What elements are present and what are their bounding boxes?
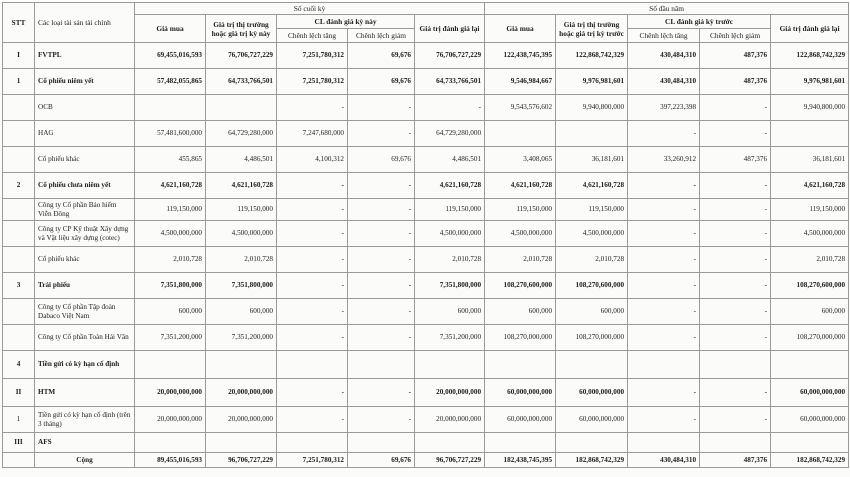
row-value-cell: - <box>277 379 348 407</box>
row-asset-name: Công ty Cổ phần Toàn Hải Vân <box>35 325 135 351</box>
row-value-cell: - <box>700 379 771 407</box>
row-value-cell: - <box>277 273 348 299</box>
row-value-cell <box>771 433 849 453</box>
header-increase-start: Chênh lệch tăng <box>628 29 700 43</box>
row-value-cell: 3,408,065 <box>485 147 556 173</box>
row-value-cell: 4,486,501 <box>415 147 485 173</box>
row-value-cell <box>135 95 206 121</box>
row-value-cell: 4,621,160,728 <box>485 173 556 199</box>
row-value-cell: 60,000,000,000 <box>556 379 628 407</box>
row-value-cell: - <box>700 407 771 433</box>
row-value-cell: 9,940,800,000 <box>771 95 849 121</box>
row-stt <box>3 247 35 273</box>
row-value-cell <box>277 433 348 453</box>
row-value-cell: - <box>348 121 415 147</box>
header-period-start: Số đầu năm <box>485 3 849 15</box>
row-value-cell: - <box>348 325 415 351</box>
row-value-cell: - <box>277 299 348 325</box>
header-category: Các loại tài sản tài chính <box>35 3 135 43</box>
total-label: Cộng <box>35 453 135 468</box>
row-value-cell: 36,181,601 <box>771 147 849 173</box>
header-market-value-start: Giá trị thị trường hoặc giá trị kỳ trước <box>556 15 628 43</box>
row-value-cell: 119,150,000 <box>206 199 277 221</box>
row-value-cell: 60,000,000,000 <box>485 379 556 407</box>
row-value-cell: 119,150,000 <box>771 199 849 221</box>
row-value-cell: - <box>348 379 415 407</box>
row-value-cell: - <box>628 299 700 325</box>
row-asset-name: Cổ phiếu chưa niêm yết <box>35 173 135 199</box>
row-value-cell <box>206 351 277 379</box>
table-row <box>3 299 849 325</box>
row-value-cell: 7,351,800,000 <box>206 273 277 299</box>
row-value-cell: - <box>700 221 771 247</box>
row-value-cell: 487,376 <box>700 43 771 69</box>
row-value-cell <box>348 351 415 379</box>
total-value-cell: 487,376 <box>700 453 771 468</box>
row-value-cell: - <box>700 121 771 147</box>
row-value-cell: 69,676 <box>348 43 415 69</box>
row-value-cell: 7,351,800,000 <box>415 273 485 299</box>
row-value-cell: - <box>628 325 700 351</box>
row-value-cell: 108,270,600,000 <box>771 273 849 299</box>
row-value-cell <box>206 433 277 453</box>
row-stt <box>3 121 35 147</box>
row-value-cell <box>628 351 700 379</box>
row-value-cell: 4,621,160,728 <box>771 173 849 199</box>
row-value-cell: 9,976,981,601 <box>771 69 849 95</box>
row-stt <box>3 199 35 221</box>
row-stt: I <box>3 43 35 69</box>
header-purchase-price-start: Giá mua <box>485 15 556 43</box>
row-value-cell: 4,500,000,000 <box>135 221 206 247</box>
row-value-cell: 600,000 <box>135 299 206 325</box>
row-value-cell: 4,621,160,728 <box>135 173 206 199</box>
row-value-cell: - <box>277 325 348 351</box>
row-stt <box>3 299 35 325</box>
table-row <box>3 247 849 273</box>
row-value-cell: - <box>700 95 771 121</box>
row-value-cell: 33,260,912 <box>628 147 700 173</box>
row-value-cell: 108,270,600,000 <box>485 273 556 299</box>
row-value-cell: - <box>700 325 771 351</box>
table-row <box>3 173 849 199</box>
row-value-cell <box>135 351 206 379</box>
row-value-cell <box>556 121 628 147</box>
row-value-cell: 20,000,000,000 <box>135 379 206 407</box>
row-value-cell <box>700 433 771 453</box>
row-asset-name: Công ty CP Kỹ thuật Xây dựng và Vật liệu xây dựng (cotec) <box>35 221 135 247</box>
row-value-cell <box>628 433 700 453</box>
total-stt <box>3 453 35 468</box>
header-revalued-end: Giá trị đánh giá lại <box>415 15 485 43</box>
row-value-cell <box>556 433 628 453</box>
row-value-cell: - <box>628 221 700 247</box>
row-stt: 4 <box>3 351 35 379</box>
row-value-cell: - <box>700 299 771 325</box>
row-value-cell: 487,376 <box>700 147 771 173</box>
row-value-cell: - <box>348 247 415 273</box>
row-value-cell <box>485 351 556 379</box>
total-value-cell: 96,706,727,229 <box>206 453 277 468</box>
row-value-cell: 76,706,727,229 <box>206 43 277 69</box>
table-row <box>3 325 849 351</box>
row-value-cell: 64,729,280,000 <box>415 121 485 147</box>
table-row <box>3 379 849 407</box>
row-value-cell: - <box>348 95 415 121</box>
row-value-cell: 600,000 <box>771 299 849 325</box>
row-value-cell: 69,676 <box>348 69 415 95</box>
row-value-cell: 7,351,200,000 <box>135 325 206 351</box>
row-value-cell: - <box>415 95 485 121</box>
row-value-cell: 36,181,601 <box>556 147 628 173</box>
row-value-cell: 2,010,728 <box>556 247 628 273</box>
row-value-cell <box>771 121 849 147</box>
table-row <box>3 121 849 147</box>
row-value-cell: - <box>348 173 415 199</box>
total-value-cell: 182,438,745,395 <box>485 453 556 468</box>
row-value-cell: 600,000 <box>556 299 628 325</box>
row-value-cell <box>485 121 556 147</box>
row-value-cell <box>556 351 628 379</box>
row-asset-name: Tiền gửi có kỳ hạn cố định (trên 3 tháng) <box>35 407 135 433</box>
row-value-cell <box>415 433 485 453</box>
total-row <box>3 453 849 468</box>
row-value-cell: 108,270,000,000 <box>771 325 849 351</box>
row-value-cell: - <box>700 173 771 199</box>
row-asset-name: Tiền gửi có kỳ hạn cố định <box>35 351 135 379</box>
row-value-cell: 4,621,160,728 <box>556 173 628 199</box>
row-value-cell: 64,733,766,501 <box>206 69 277 95</box>
row-asset-name: FVTPL <box>35 43 135 69</box>
table-row <box>3 95 849 121</box>
row-asset-name: HTM <box>35 379 135 407</box>
row-value-cell <box>277 351 348 379</box>
total-value-cell: 89,455,016,593 <box>135 453 206 468</box>
table-row <box>3 69 849 95</box>
header-decrease-end: Chênh lệch giảm <box>348 29 415 43</box>
header-stt: STT <box>3 3 35 43</box>
row-value-cell: 4,500,000,000 <box>485 221 556 247</box>
table-row <box>3 147 849 173</box>
row-value-cell <box>206 95 277 121</box>
row-value-cell <box>348 433 415 453</box>
row-value-cell: 108,270,000,000 <box>556 325 628 351</box>
table-row <box>3 351 849 379</box>
row-value-cell: 4,500,000,000 <box>206 221 277 247</box>
row-value-cell: 108,270,000,000 <box>485 325 556 351</box>
row-value-cell: 60,000,000,000 <box>771 407 849 433</box>
row-value-cell: 487,376 <box>700 69 771 95</box>
row-stt: 3 <box>3 273 35 299</box>
row-asset-name: Cổ phiếu khác <box>35 247 135 273</box>
row-value-cell: 122,438,745,395 <box>485 43 556 69</box>
row-stt <box>3 147 35 173</box>
row-value-cell: 20,000,000,000 <box>206 379 277 407</box>
row-value-cell: 64,733,766,501 <box>415 69 485 95</box>
header-market-value-end: Giá trị thị trường hoặc giá trị kỳ này <box>206 15 277 43</box>
row-value-cell: 4,500,000,000 <box>771 221 849 247</box>
row-value-cell: 57,482,055,865 <box>135 69 206 95</box>
row-value-cell: 4,500,000,000 <box>415 221 485 247</box>
row-value-cell: 600,000 <box>485 299 556 325</box>
row-stt <box>3 95 35 121</box>
row-value-cell: 7,351,200,000 <box>415 325 485 351</box>
total-value-cell: 96,706,727,229 <box>415 453 485 468</box>
row-value-cell: 119,150,000 <box>556 199 628 221</box>
total-value-cell: 182,868,742,329 <box>556 453 628 468</box>
row-value-cell: 2,010,728 <box>485 247 556 273</box>
row-asset-name: Cổ phiếu khác <box>35 147 135 173</box>
row-value-cell: 60,000,000,000 <box>771 379 849 407</box>
total-value-cell: 7,251,780,312 <box>277 453 348 468</box>
row-value-cell: - <box>348 221 415 247</box>
row-value-cell: 122,868,742,329 <box>771 43 849 69</box>
row-value-cell: 20,000,000,000 <box>415 407 485 433</box>
financial-assets-sheet <box>0 2 850 477</box>
row-value-cell <box>700 351 771 379</box>
header-diff-this-period: CL đánh giá kỳ này <box>277 15 415 29</box>
row-value-cell: 4,100,312 <box>277 147 348 173</box>
row-value-cell: 600,000 <box>415 299 485 325</box>
row-value-cell: 7,251,780,312 <box>277 43 348 69</box>
row-value-cell: - <box>348 273 415 299</box>
row-value-cell: 76,706,727,229 <box>415 43 485 69</box>
row-value-cell: 108,270,600,000 <box>556 273 628 299</box>
row-value-cell: - <box>700 247 771 273</box>
header-decrease-start: Chênh lệch giảm <box>700 29 771 43</box>
row-asset-name: Cổ phiếu niêm yết <box>35 69 135 95</box>
row-stt: III <box>3 433 35 453</box>
row-stt <box>3 221 35 247</box>
header-diff-prev-period: CL đánh giá kỳ trước <box>628 15 771 29</box>
row-asset-name: Công ty Cổ phần Tập đoàn Dabaco Việt Nam <box>35 299 135 325</box>
header-period-end: Số cuối kỳ <box>135 3 485 15</box>
row-value-cell: 64,729,280,000 <box>206 121 277 147</box>
row-value-cell: 20,000,000,000 <box>135 407 206 433</box>
header-revalued-start: Giá trị đánh giá lại <box>771 15 849 43</box>
row-value-cell: 69,676 <box>348 147 415 173</box>
row-stt: II <box>3 379 35 407</box>
row-value-cell: - <box>628 407 700 433</box>
row-value-cell: 455,865 <box>135 147 206 173</box>
row-value-cell: - <box>628 273 700 299</box>
row-value-cell: 9,546,984,667 <box>485 69 556 95</box>
row-stt: 1 <box>3 69 35 95</box>
financial-assets-table <box>2 2 849 468</box>
row-value-cell: 4,621,160,728 <box>206 173 277 199</box>
total-value-cell: 182,868,742,329 <box>771 453 849 468</box>
row-value-cell: 9,543,576,602 <box>485 95 556 121</box>
row-asset-name: HAG <box>35 121 135 147</box>
row-value-cell: 69,455,016,593 <box>135 43 206 69</box>
row-value-cell: 2,010,728 <box>415 247 485 273</box>
row-value-cell: 430,484,310 <box>628 69 700 95</box>
row-value-cell <box>771 351 849 379</box>
row-value-cell: - <box>628 247 700 273</box>
row-value-cell: 430,484,310 <box>628 43 700 69</box>
row-value-cell: - <box>277 221 348 247</box>
row-value-cell: - <box>628 379 700 407</box>
row-asset-name: OCB <box>35 95 135 121</box>
row-stt <box>3 325 35 351</box>
row-asset-name: Trái phiếu <box>35 273 135 299</box>
row-value-cell: - <box>277 247 348 273</box>
row-value-cell: - <box>700 199 771 221</box>
total-value-cell: 430,484,310 <box>628 453 700 468</box>
row-value-cell: 9,976,981,601 <box>556 69 628 95</box>
header-increase-end: Chênh lệch tăng <box>277 29 348 43</box>
row-value-cell: 4,486,501 <box>206 147 277 173</box>
row-value-cell <box>415 351 485 379</box>
table-row <box>3 221 849 247</box>
row-value-cell: - <box>277 173 348 199</box>
row-value-cell: - <box>628 121 700 147</box>
row-asset-name: Công ty Cổ phần Bảo hiểm Viễn Đông <box>35 199 135 221</box>
row-value-cell: 119,150,000 <box>415 199 485 221</box>
row-value-cell: - <box>348 199 415 221</box>
row-value-cell: - <box>277 95 348 121</box>
table-row <box>3 433 849 453</box>
table-row <box>3 407 849 433</box>
table-row <box>3 43 849 69</box>
row-value-cell: 4,621,160,728 <box>415 173 485 199</box>
row-value-cell: 7,351,200,000 <box>206 325 277 351</box>
row-stt: 2 <box>3 173 35 199</box>
table-row <box>3 273 849 299</box>
row-value-cell: 397,223,398 <box>628 95 700 121</box>
row-value-cell: 600,000 <box>206 299 277 325</box>
row-value-cell: - <box>277 199 348 221</box>
row-value-cell: 2,010,728 <box>206 247 277 273</box>
row-value-cell: 20,000,000,000 <box>415 379 485 407</box>
row-value-cell: 7,351,800,000 <box>135 273 206 299</box>
row-value-cell: 57,481,600,000 <box>135 121 206 147</box>
row-value-cell: 119,150,000 <box>485 199 556 221</box>
row-value-cell <box>135 433 206 453</box>
row-value-cell: - <box>628 199 700 221</box>
table-body <box>3 43 849 468</box>
row-value-cell: - <box>348 299 415 325</box>
row-value-cell: 4,500,000,000 <box>556 221 628 247</box>
row-value-cell: 9,940,800,000 <box>556 95 628 121</box>
table-row <box>3 199 849 221</box>
row-value-cell: - <box>700 273 771 299</box>
row-value-cell: - <box>277 407 348 433</box>
total-value-cell: 69,676 <box>348 453 415 468</box>
row-value-cell: 7,251,780,312 <box>277 69 348 95</box>
row-value-cell: 7,247,680,000 <box>277 121 348 147</box>
row-asset-name: AFS <box>35 433 135 453</box>
row-value-cell: - <box>628 173 700 199</box>
row-value-cell: 60,000,000,000 <box>485 407 556 433</box>
row-value-cell: 119,150,000 <box>135 199 206 221</box>
row-value-cell: 2,010,728 <box>135 247 206 273</box>
row-value-cell: 60,000,000,000 <box>556 407 628 433</box>
row-value-cell: 20,000,000,000 <box>206 407 277 433</box>
row-value-cell: 2,010,728 <box>771 247 849 273</box>
row-stt: 1 <box>3 407 35 433</box>
row-value-cell: - <box>348 407 415 433</box>
row-value-cell: 122,868,742,329 <box>556 43 628 69</box>
row-value-cell <box>485 433 556 453</box>
header-purchase-price-end: Giá mua <box>135 15 206 43</box>
